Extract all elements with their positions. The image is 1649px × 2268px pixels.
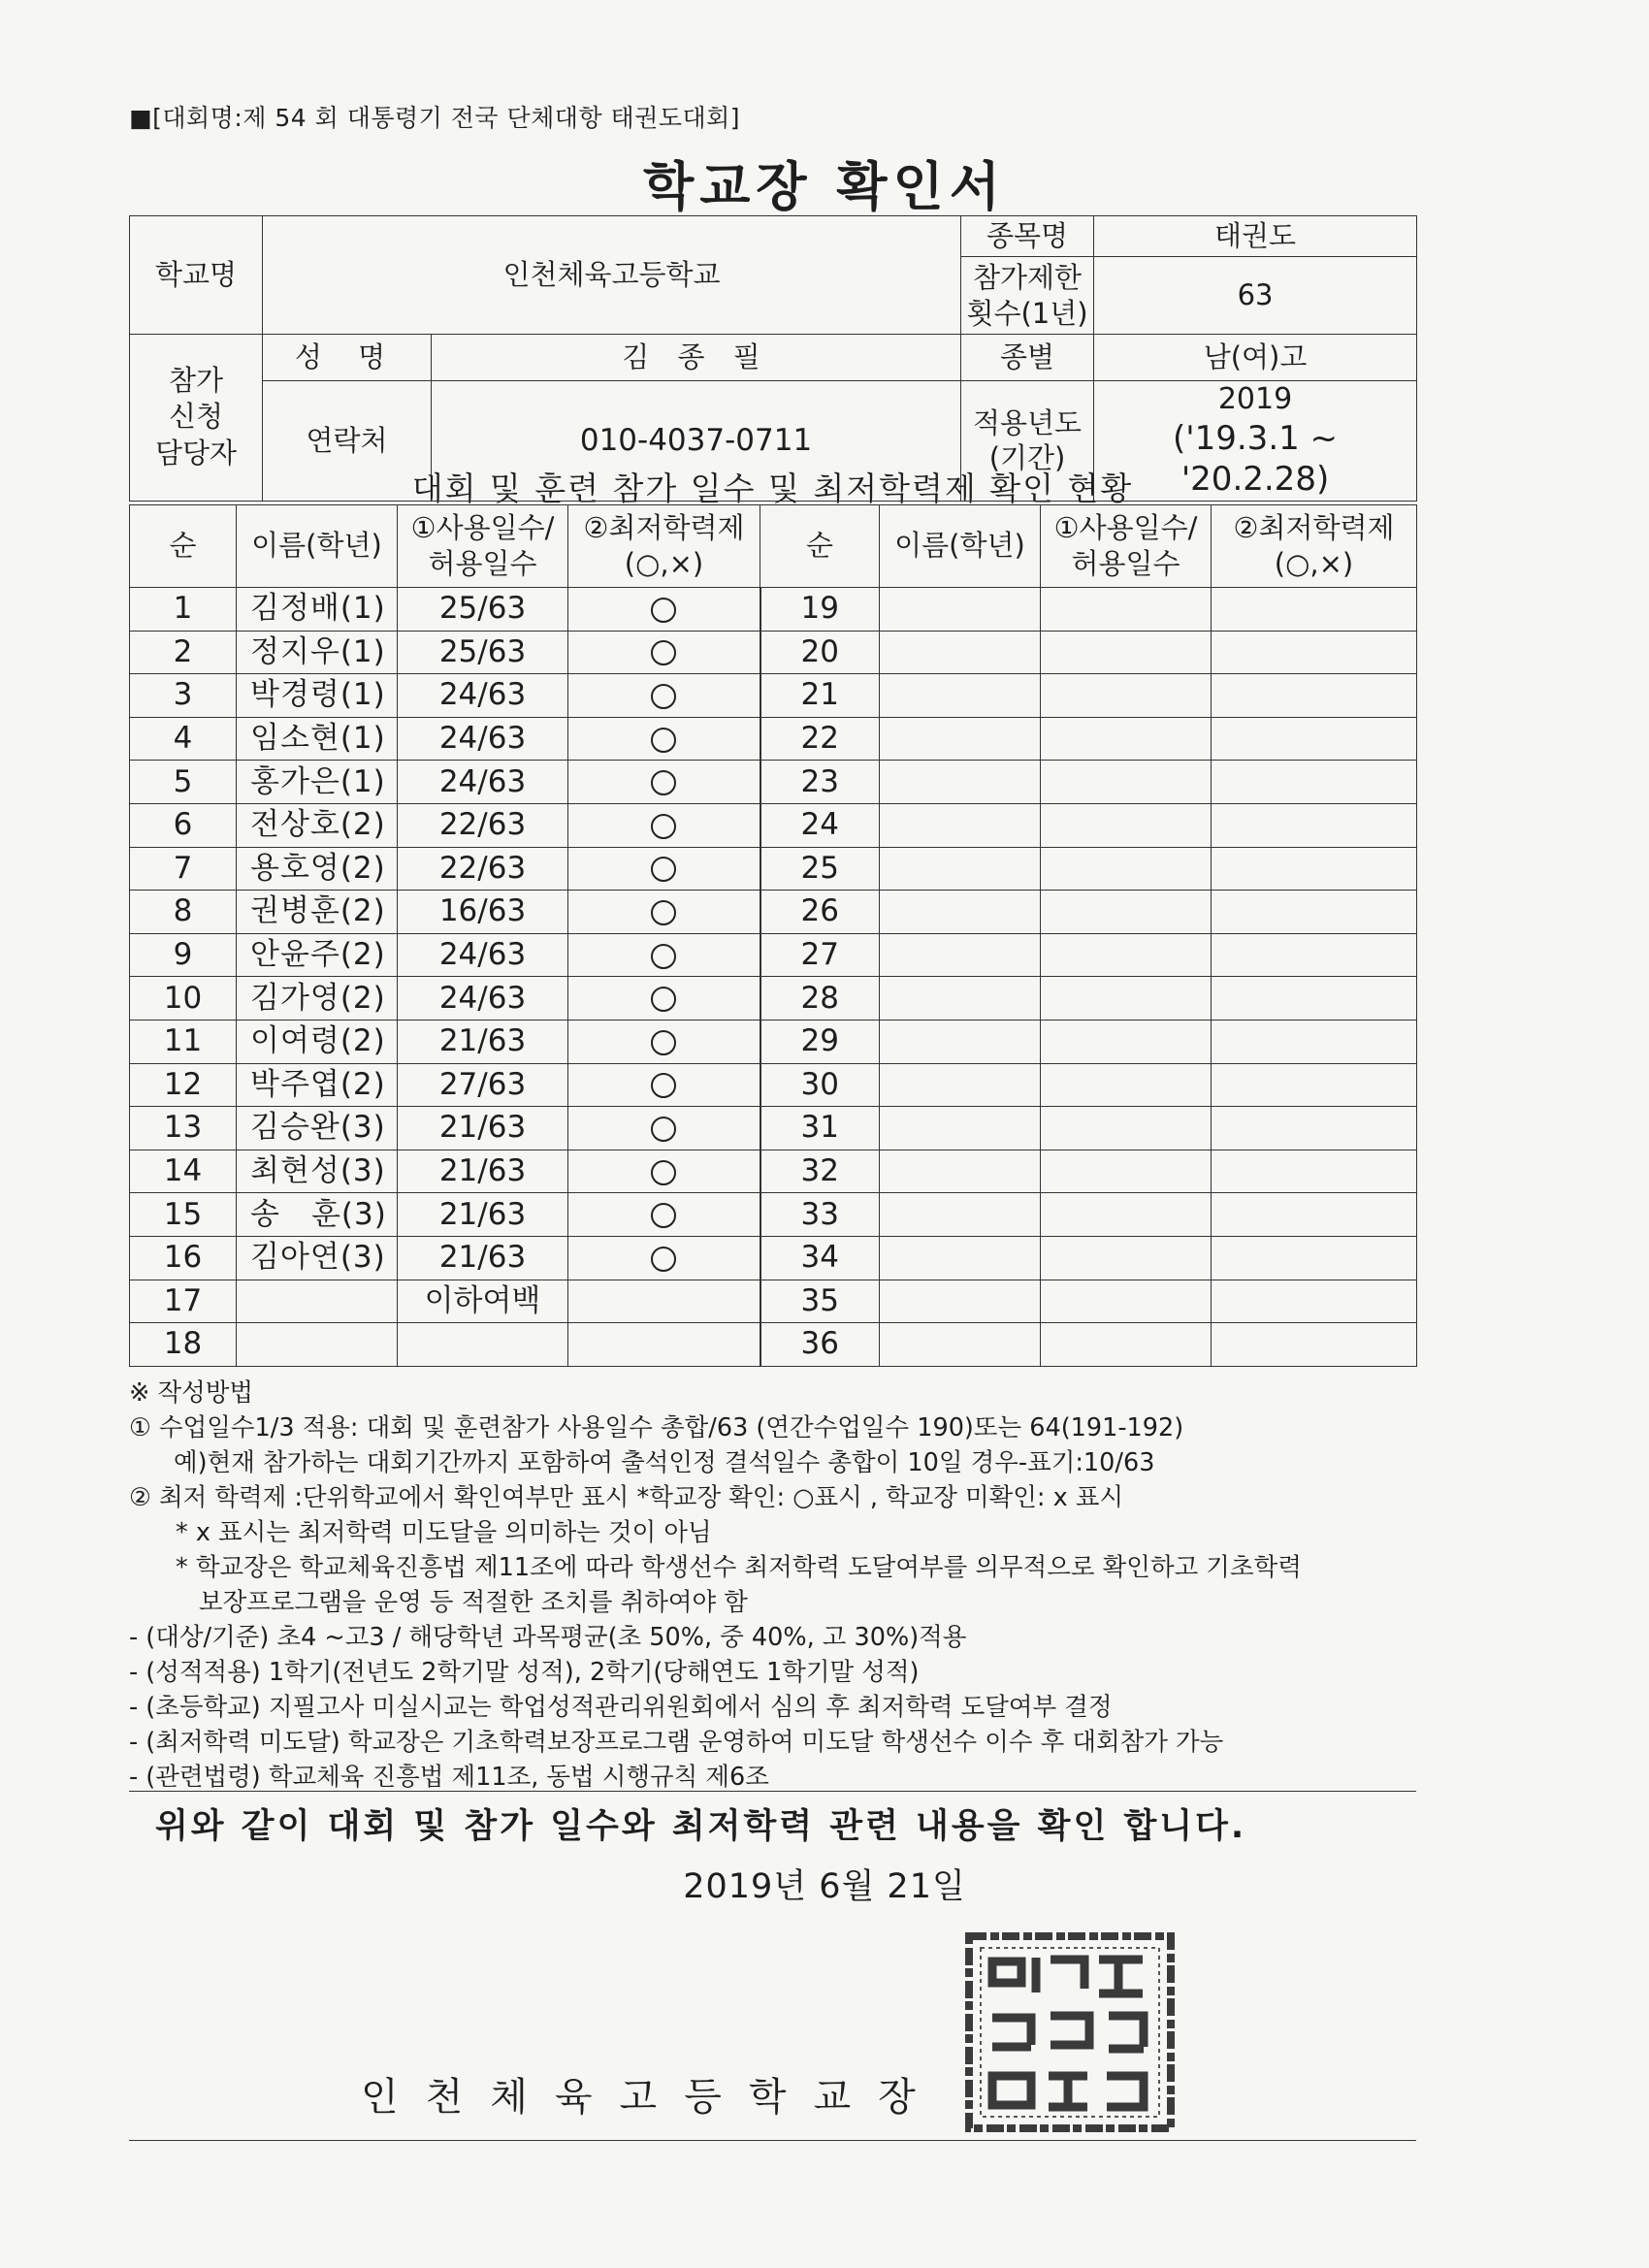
header-days xyxy=(398,505,568,588)
row-min-mark-right xyxy=(1212,847,1417,891)
row-days-right xyxy=(1041,891,1212,934)
row-min-mark-right xyxy=(1212,1150,1417,1193)
row-name-right xyxy=(880,847,1041,891)
row-name: 김승완(3) xyxy=(237,1107,398,1150)
manager-label-line-2: 신청 xyxy=(168,400,224,434)
row-min-mark xyxy=(568,1063,760,1107)
row-days-right xyxy=(1041,588,1212,632)
row-days: 16/63 xyxy=(398,891,568,934)
school-label: 학교명 xyxy=(130,216,263,335)
row-name: 최현성(3) xyxy=(237,1150,398,1193)
row-min-mark xyxy=(568,1020,760,1063)
divider-top xyxy=(129,1791,1416,1792)
row-no-right: 36 xyxy=(760,1323,880,1367)
row-name xyxy=(237,1280,398,1323)
header-name-right: 이름(학년) xyxy=(880,505,1041,588)
row-days-right xyxy=(1041,803,1212,847)
writing-guide xyxy=(129,1376,1419,1795)
school-seal-stamp xyxy=(963,1930,1177,2134)
row-name-right xyxy=(880,1236,1041,1280)
row-name-right xyxy=(880,761,1041,804)
row-min-mark-right xyxy=(1212,1020,1417,1063)
table-row xyxy=(130,1150,1417,1193)
confirmation-statement: 위와 같이 대회 및 참가 일수와 최저학력 관련 내용을 확인 합니다. xyxy=(155,1807,1247,1846)
row-no-right: 25 xyxy=(760,847,880,891)
row-min-mark xyxy=(568,847,760,891)
header-min-line-1: ②최저학력제 xyxy=(583,510,745,544)
table-subtitle: 대회 및 훈련 참가 일수 및 최저학력제 확인 현황 xyxy=(411,470,1134,507)
row-name xyxy=(237,1323,398,1367)
circle-mark-icon xyxy=(651,1073,676,1098)
header-days-right-line-2: 허용일수 xyxy=(1071,547,1180,580)
table-row xyxy=(130,1280,1417,1323)
row-name-right xyxy=(880,1193,1041,1237)
circle-mark-icon xyxy=(651,900,676,925)
row-days-right xyxy=(1041,1323,1212,1367)
guide-line-6: 보장프로그램을 운영 등 적절한 조치를 취하여야 함 xyxy=(199,1588,748,1617)
row-days-right xyxy=(1041,674,1212,718)
row-no: 4 xyxy=(130,717,237,761)
header-min xyxy=(568,505,760,588)
row-days: 22/63 xyxy=(398,803,568,847)
row-name: 임소현(1) xyxy=(237,717,398,761)
table-row xyxy=(130,631,1417,674)
row-days-right xyxy=(1041,717,1212,761)
guide-line-11: - (관련법령) 학교체육 진흥법 제11조, 동법 시행규칙 제6조 xyxy=(129,1763,769,1792)
row-no: 13 xyxy=(130,1107,237,1150)
row-no: 15 xyxy=(130,1193,237,1237)
guide-heading: ※ 작성방법 xyxy=(129,1378,254,1408)
row-min-mark xyxy=(568,1150,760,1193)
row-days: 25/63 xyxy=(398,631,568,674)
row-min-mark-right xyxy=(1212,933,1417,977)
school-value: 인천체육고등학교 xyxy=(263,216,961,335)
guide-line-9: - (초등학교) 지필고사 미실시교는 학업성적관리위원회에서 심의 후 최저학력 도달여부 결정 xyxy=(129,1693,1113,1722)
row-no: 7 xyxy=(130,847,237,891)
row-no: 17 xyxy=(130,1280,237,1323)
row-no: 14 xyxy=(130,1150,237,1193)
row-no-right: 29 xyxy=(760,1020,880,1063)
row-days-right xyxy=(1041,977,1212,1021)
header-days-line-2: 허용일수 xyxy=(428,547,537,580)
row-min-mark-right xyxy=(1212,1323,1417,1367)
header-no-right: 순 xyxy=(760,505,880,588)
row-min-mark xyxy=(568,717,760,761)
competition-name: ■[대회명:제 54 회 대통령기 전국 단체대항 태권도대회] xyxy=(129,104,741,132)
row-min-mark-right xyxy=(1212,1063,1417,1107)
row-days-right xyxy=(1041,761,1212,804)
row-name: 김정배(1) xyxy=(237,588,398,632)
row-name: 박경령(1) xyxy=(237,674,398,718)
circle-mark-icon xyxy=(651,1160,676,1185)
limit-label xyxy=(961,257,1094,335)
row-min-mark-right xyxy=(1212,588,1417,632)
row-days: 21/63 xyxy=(398,1236,568,1280)
row-name-right xyxy=(880,977,1041,1021)
row-min-mark xyxy=(568,1107,760,1150)
row-name: 전상호(2) xyxy=(237,803,398,847)
guide-line-8: - (성적적용) 1학기(전년도 2학기말 성적), 2학기(당해연도 1학기말 성적) xyxy=(129,1658,920,1687)
contact-value: 010-4037-0711 xyxy=(432,381,961,502)
row-no: 16 xyxy=(130,1236,237,1280)
row-name-right xyxy=(880,1020,1041,1063)
table-row xyxy=(130,717,1417,761)
row-name-right xyxy=(880,803,1041,847)
row-min-mark-right xyxy=(1212,803,1417,847)
row-days: 이하여백 xyxy=(398,1280,568,1323)
row-min-mark xyxy=(568,977,760,1021)
circle-mark-icon xyxy=(651,1247,676,1272)
row-min-mark xyxy=(568,588,760,632)
circle-mark-icon xyxy=(651,857,676,882)
circle-mark-icon xyxy=(651,598,676,623)
circle-mark-icon xyxy=(651,728,676,753)
row-name-right xyxy=(880,631,1041,674)
header-no: 순 xyxy=(130,505,237,588)
row-days-right xyxy=(1041,933,1212,977)
row-no-right: 23 xyxy=(760,761,880,804)
table-row xyxy=(130,1063,1417,1107)
row-no-right: 19 xyxy=(760,588,880,632)
row-no-right: 34 xyxy=(760,1236,880,1280)
row-no-right: 28 xyxy=(760,977,880,1021)
row-min-mark-right xyxy=(1212,1280,1417,1323)
row-no-right: 31 xyxy=(760,1107,880,1150)
row-name: 박주엽(2) xyxy=(237,1063,398,1107)
table-row xyxy=(130,1020,1417,1063)
manager-label-line-1: 참가 xyxy=(168,363,224,397)
row-min-mark-right xyxy=(1212,1193,1417,1237)
row-no-right: 35 xyxy=(760,1280,880,1323)
circle-mark-icon xyxy=(651,1203,676,1228)
row-no: 6 xyxy=(130,803,237,847)
header-name: 이름(학년) xyxy=(237,505,398,588)
row-days: 22/63 xyxy=(398,847,568,891)
row-name: 정지우(1) xyxy=(237,631,398,674)
row-min-mark xyxy=(568,674,760,718)
row-no: 8 xyxy=(130,891,237,934)
year-label-line-1: 적용년도 xyxy=(973,406,1083,439)
event-value: 태권도 xyxy=(1094,216,1417,257)
row-name: 권병훈(2) xyxy=(237,891,398,934)
manager-name: 김 종 필 xyxy=(432,335,961,381)
circle-mark-icon xyxy=(651,814,676,839)
row-no-right: 22 xyxy=(760,717,880,761)
circle-mark-icon xyxy=(651,1117,676,1142)
row-name: 김아연(3) xyxy=(237,1236,398,1280)
table-row xyxy=(130,588,1417,632)
row-name: 김가영(2) xyxy=(237,977,398,1021)
guide-line-1: ① 수업일수1/3 적용: 대회 및 훈련참가 사용일수 총합/63 (연간수업일수 190)또는 64(191-192) xyxy=(129,1413,1184,1442)
row-no: 5 xyxy=(130,761,237,804)
header-min-right-line-2: (○,×) xyxy=(1274,547,1354,580)
row-no-right: 32 xyxy=(760,1150,880,1193)
row-min-mark xyxy=(568,631,760,674)
row-days: 24/63 xyxy=(398,674,568,718)
table-row xyxy=(130,933,1417,977)
row-no: 9 xyxy=(130,933,237,977)
row-name-right xyxy=(880,933,1041,977)
guide-line-10: - (최저학력 미도달) 학교장은 기초학력보장프로그램 운영하여 미도달 학생선수 이수 후 대회참가 가능 xyxy=(129,1728,1224,1757)
table-row xyxy=(130,1107,1417,1150)
guide-line-2: 예)현재 참가하는 대회기간까지 포함하여 출석인정 결석일수 총합이 10일 경우-표기:10/63 xyxy=(174,1448,1155,1477)
row-name: 송 훈(3) xyxy=(237,1193,398,1237)
info-table xyxy=(129,215,1417,502)
row-min-mark-right xyxy=(1212,1107,1417,1150)
header-days-line-1: ①사용일수/ xyxy=(410,510,555,544)
row-days-right xyxy=(1041,847,1212,891)
document-title: 학교장 확인서 xyxy=(643,156,1006,217)
row-min-mark-right xyxy=(1212,674,1417,718)
row-name-right xyxy=(880,1323,1041,1367)
circle-mark-icon xyxy=(651,770,676,795)
row-days-right xyxy=(1041,1280,1212,1323)
issue-date: 2019년 6월 21일 xyxy=(683,1867,966,1906)
event-label: 종목명 xyxy=(961,216,1094,257)
row-min-mark xyxy=(568,1193,760,1237)
table-row xyxy=(130,761,1417,804)
circle-mark-icon xyxy=(651,1030,676,1055)
row-min-mark-right xyxy=(1212,631,1417,674)
row-no-right: 33 xyxy=(760,1193,880,1237)
row-no: 3 xyxy=(130,674,237,718)
row-name-right xyxy=(880,891,1041,934)
row-name: 용호영(2) xyxy=(237,847,398,891)
guide-line-5: * 학교장은 학교체육진흥법 제11조에 따라 학생선수 최저학력 도달여부를 의무적으로 확인하고 기초학력 xyxy=(176,1553,1302,1582)
row-min-mark-right xyxy=(1212,891,1417,934)
row-no: 1 xyxy=(130,588,237,632)
principal-name: 인천체육고등학교장 xyxy=(361,2075,943,2120)
row-no: 12 xyxy=(130,1063,237,1107)
row-days: 21/63 xyxy=(398,1107,568,1150)
row-days-right xyxy=(1041,631,1212,674)
guide-line-4: * x 표시는 최저학력 미도달을 의미하는 것이 아님 xyxy=(176,1518,712,1547)
row-no: 11 xyxy=(130,1020,237,1063)
row-days-right xyxy=(1041,1150,1212,1193)
row-min-mark xyxy=(568,1323,760,1367)
row-days: 24/63 xyxy=(398,761,568,804)
row-no-right: 20 xyxy=(760,631,880,674)
guide-line-7: - (대상/기준) 초4 ~고3 / 해당학년 과목평균(초 50%, 중 40%, 고 30%)적용 xyxy=(129,1623,967,1652)
table-row xyxy=(130,674,1417,718)
table-row xyxy=(130,977,1417,1021)
year-value-line-2: ('19.3.1 ~ '20.2.28) xyxy=(1173,418,1339,499)
participation-rows xyxy=(130,588,1417,1367)
circle-mark-icon xyxy=(651,684,676,709)
limit-label-line-1: 참가제한 xyxy=(973,261,1083,295)
row-days: 24/63 xyxy=(398,933,568,977)
row-days: 24/63 xyxy=(398,977,568,1021)
row-days: 27/63 xyxy=(398,1063,568,1107)
row-days: 24/63 xyxy=(398,717,568,761)
row-days: 21/63 xyxy=(398,1020,568,1063)
row-min-mark-right xyxy=(1212,977,1417,1021)
table-row xyxy=(130,1193,1417,1237)
limit-value: 63 xyxy=(1094,257,1417,335)
row-no-right: 21 xyxy=(760,674,880,718)
row-name-right xyxy=(880,1107,1041,1150)
row-name-right xyxy=(880,1150,1041,1193)
circle-mark-icon xyxy=(651,987,676,1012)
row-no: 18 xyxy=(130,1323,237,1367)
row-no: 2 xyxy=(130,631,237,674)
row-name: 안윤주(2) xyxy=(237,933,398,977)
row-min-mark xyxy=(568,891,760,934)
table-row xyxy=(130,1323,1417,1367)
row-name: 홍가은(1) xyxy=(237,761,398,804)
gender-label: 종별 xyxy=(961,335,1094,381)
header-min-line-2: (○,×) xyxy=(624,547,704,580)
row-no-right: 30 xyxy=(760,1063,880,1107)
circle-mark-icon xyxy=(651,640,676,665)
divider-bottom xyxy=(129,2140,1416,2141)
row-min-mark xyxy=(568,803,760,847)
row-days: 21/63 xyxy=(398,1150,568,1193)
table-row xyxy=(130,891,1417,934)
header-min-right xyxy=(1212,505,1417,588)
manager-label-line-3: 담당자 xyxy=(154,437,238,470)
circle-mark-icon xyxy=(651,944,676,969)
row-days-right xyxy=(1041,1107,1212,1150)
year-label-line-2: (기간) xyxy=(988,441,1066,475)
table-row xyxy=(130,803,1417,847)
row-no-right: 26 xyxy=(760,891,880,934)
row-name-right xyxy=(880,1280,1041,1323)
row-min-mark-right xyxy=(1212,1236,1417,1280)
contact-label: 연락처 xyxy=(263,381,432,502)
year-value-line-1: 2019 xyxy=(1217,382,1293,416)
row-days: 25/63 xyxy=(398,588,568,632)
row-days-right xyxy=(1041,1063,1212,1107)
row-days-right xyxy=(1041,1236,1212,1280)
table-row xyxy=(130,1236,1417,1280)
row-min-mark xyxy=(568,761,760,804)
table-row xyxy=(130,847,1417,891)
row-name-right xyxy=(880,588,1041,632)
row-no-right: 24 xyxy=(760,803,880,847)
row-name: 이여령(2) xyxy=(237,1020,398,1063)
row-days: 21/63 xyxy=(398,1193,568,1237)
limit-label-line-2: 횟수(1년) xyxy=(966,296,1088,330)
name-label: 성 명 xyxy=(263,335,432,381)
row-no: 10 xyxy=(130,977,237,1021)
header-days-right xyxy=(1041,505,1212,588)
header-min-right-line-1: ②최저학력제 xyxy=(1233,510,1395,544)
guide-line-3: ② 최저 학력제 :단위학교에서 확인여부만 표시 *학교장 확인: ○표시 , 학교장 미확인: x 표시 xyxy=(129,1483,1124,1512)
row-min-mark xyxy=(568,1280,760,1323)
row-days-right xyxy=(1041,1193,1212,1237)
gender-value: 남(여)고 xyxy=(1094,335,1417,381)
row-days-right xyxy=(1041,1020,1212,1063)
row-name-right xyxy=(880,1063,1041,1107)
row-days xyxy=(398,1323,568,1367)
row-name-right xyxy=(880,674,1041,718)
participation-table xyxy=(129,504,1417,1367)
row-min-mark-right xyxy=(1212,761,1417,804)
row-no-right: 27 xyxy=(760,933,880,977)
row-min-mark xyxy=(568,1236,760,1280)
header-days-right-line-1: ①사용일수/ xyxy=(1053,510,1198,544)
row-min-mark-right xyxy=(1212,717,1417,761)
row-name-right xyxy=(880,717,1041,761)
row-min-mark xyxy=(568,933,760,977)
